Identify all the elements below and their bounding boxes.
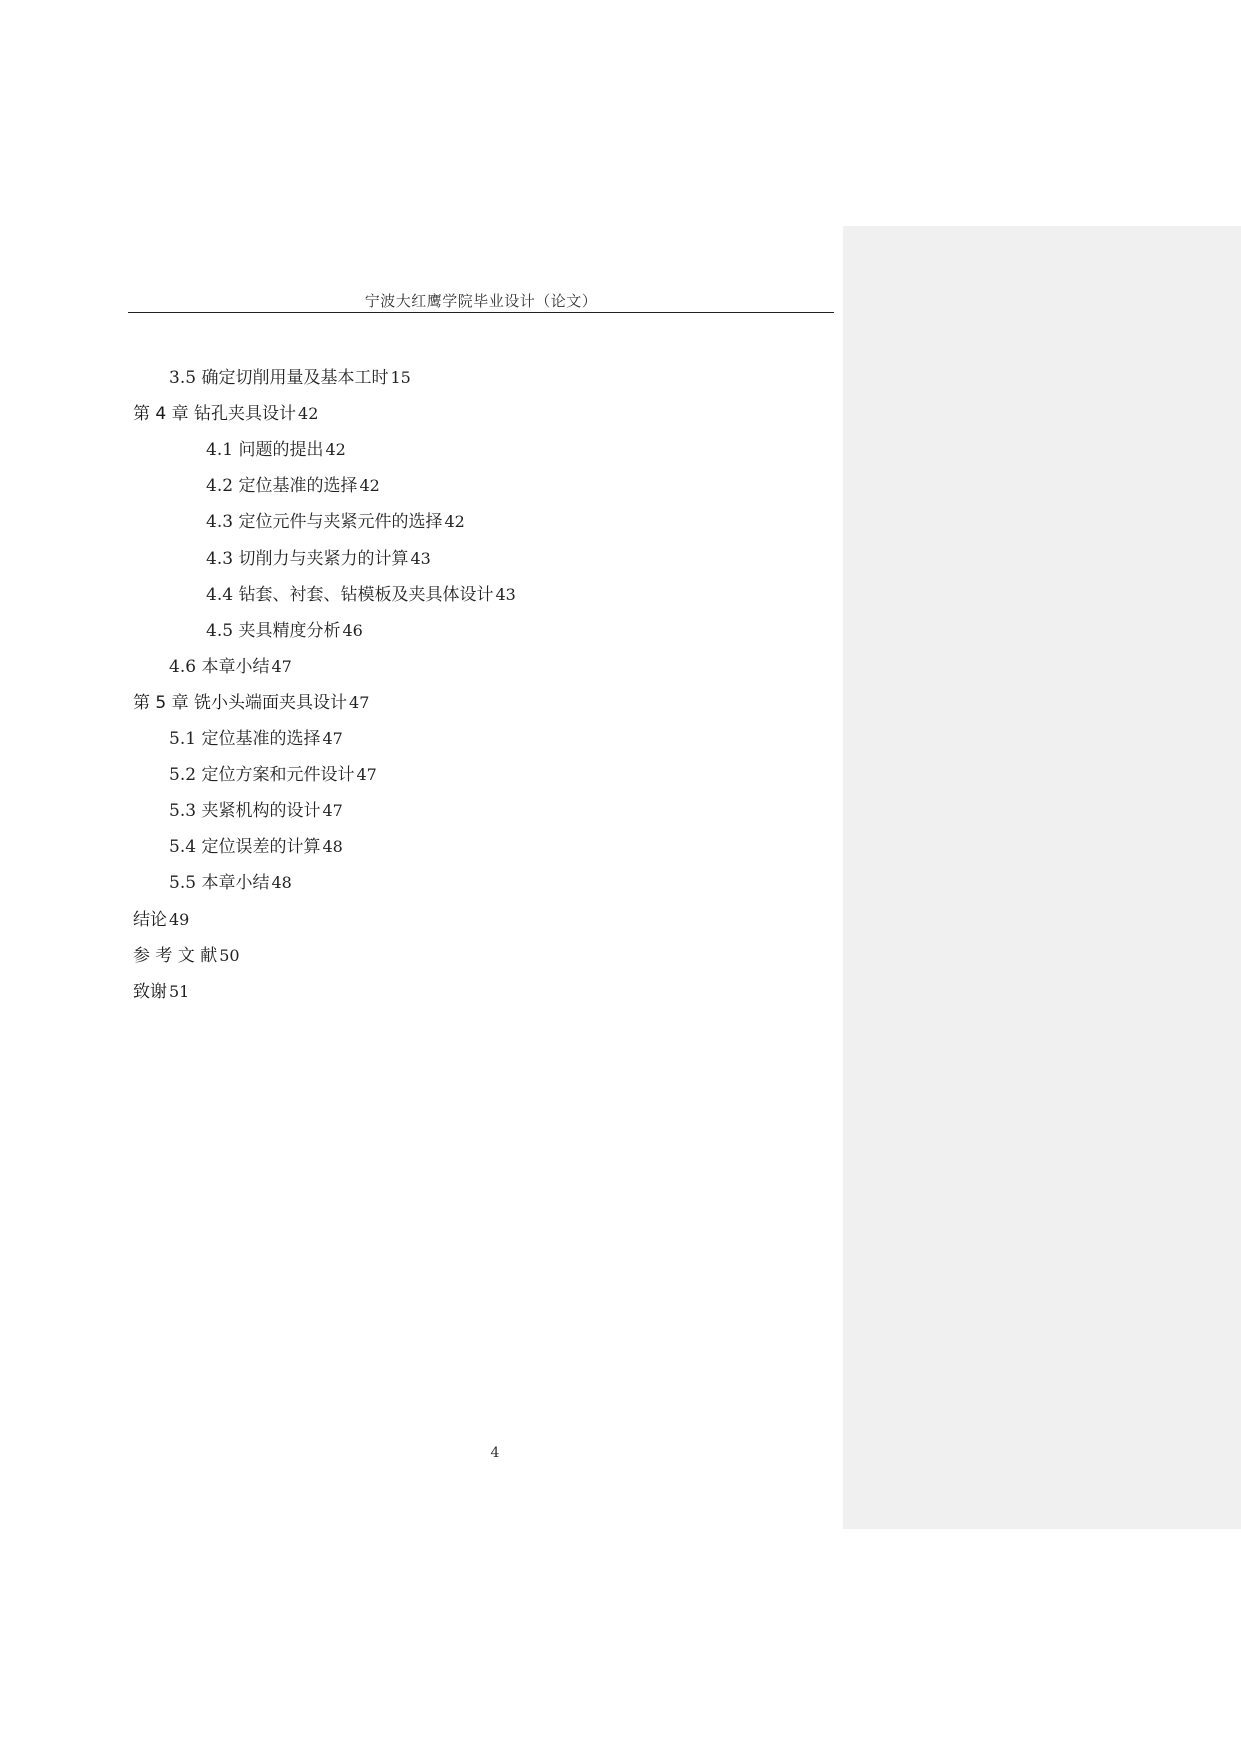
toc-entry-title: 4.6 本章小结 [169,657,270,677]
toc-entry-title: 5.4 定位误差的计算 [169,837,321,857]
toc-entry-page: 49 [169,910,190,929]
toc-entry-page: 47 [322,801,343,820]
toc-entry-title: 4.2 定位基准的选择 [206,476,358,496]
toc-entry-title: 5.2 定位方案和元件设计 [169,765,355,785]
toc-entry-page: 50 [219,946,240,965]
toc-entry-page: 15 [390,368,411,387]
toc-entry-page: 46 [342,621,363,640]
toc-entry-title: 第 5 章 铣小头端面夹具设计 [133,693,348,713]
toc-entry-page: 47 [322,729,343,748]
toc-entry-page: 42 [359,476,380,495]
toc-entry-title: 第 4 章 钻孔夹具设计 [133,404,297,424]
toc-entry-page: 42 [325,440,346,459]
toc-entry-title: 致谢 [133,982,167,1002]
toc-entry-title: 4.3 切削力与夹紧力的计算 [206,549,409,569]
toc-entry-title: 5.5 本章小结 [169,873,270,893]
toc-entry-title: 参 考 文 献 [133,946,218,966]
toc-entry-page: 47 [271,657,292,676]
toc-entry-title: 结论 [133,910,167,930]
toc-entry-title: 5.3 夹紧机构的设计 [169,801,321,821]
toc-entry-page: 43 [495,585,516,604]
toc-entry-title: 5.1 定位基准的选择 [169,729,321,749]
toc-entry-page: 51 [169,982,190,1001]
toc-entry-title: 4.3 定位元件与夹紧元件的选择 [206,512,443,532]
toc-entry-page: 48 [271,873,292,892]
page-number: 4 [490,1445,500,1461]
toc-entry-title: 4.1 问题的提出 [206,440,324,460]
toc-entry-title: 4.4 钻套、衬套、钻模板及夹具体设计 [206,585,494,605]
toc-entry-page: 43 [410,549,431,568]
toc-entry-page: 42 [298,404,319,423]
page-header: 宁波大红鹰学院毕业设计（论文） [364,292,598,310]
toc-entry-title: 3.5 确定切削用量及基本工时 [169,368,389,388]
header-rule [128,312,834,313]
toc-entry-page: 42 [444,512,465,531]
toc-entry-page: 48 [322,837,343,856]
comment-pane [843,226,1241,1529]
toc-entry-page: 47 [356,765,377,784]
toc-entry-title: 4.5 夹具精度分析 [206,621,341,641]
toc-entry-page: 47 [349,693,370,712]
